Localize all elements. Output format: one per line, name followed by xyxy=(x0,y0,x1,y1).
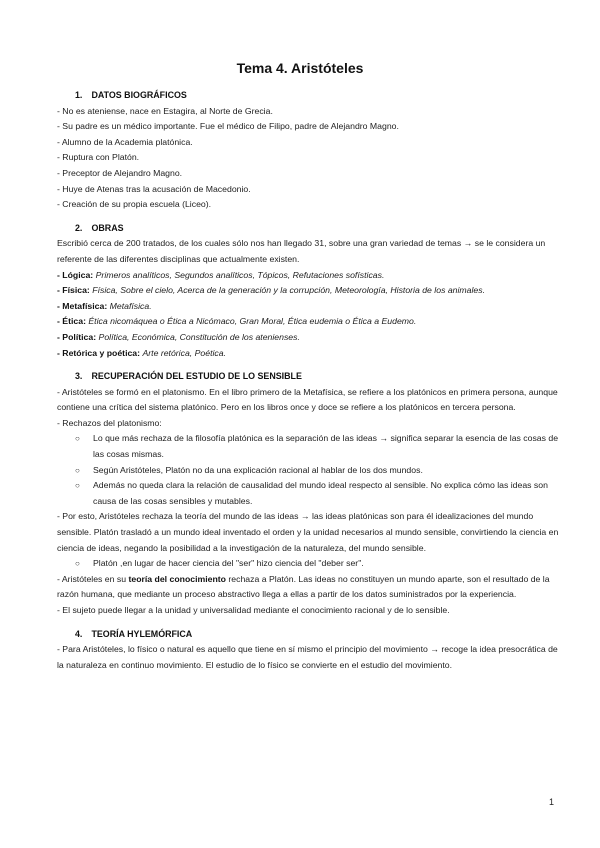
paragraph: - Rechazos del platonismo: xyxy=(57,417,162,428)
work-item: - Lógica: Primeros analíticos, Segundos analíticos, Tópicos, Refutaciones sofísticas. xyxy=(57,269,385,280)
work-item: - Ética: Ética nicomáquea o Ética a Nicómaco, Gran Moral, Ética eudemia o Ética a Eudemo. xyxy=(57,316,417,327)
spacer xyxy=(57,619,559,627)
paragraph: - Por esto, Aristóteles rechaza la teoría del mundo de las ideas → las ideas platónicas son para él idealizaciones del mundo sensible. Platón trasladó a un mundo ideal inventado el orden y la unidad necesarios al mundo sensible, convirtiendo la ciencia en ciencia de ideas, negando la posibilidad a la investigación de la naturaleza, del mundo sensible. xyxy=(57,511,559,553)
page-number: 1 xyxy=(548,797,554,807)
work-item: - Física: Física, Sobre el cielo, Acerca de la generación y la corrupción, Meteorología, Historia de los animales. xyxy=(57,285,486,296)
paragraph: - Para Aristóteles, lo físico o natural es aquello que tiene en sí mismo el principio del movimiento → recoge la idea presocrática de la naturaleza en continuo movimiento. El estudio de lo físico se convierte en el estudio del movimiento. xyxy=(57,644,558,670)
spacer xyxy=(57,213,559,221)
circle-bullet-icon: ○ xyxy=(75,559,80,569)
circle-bullet-icon: ○ xyxy=(75,465,80,475)
work-item: - Retórica y poética: Arte retórica, Poética. xyxy=(57,347,227,358)
bullet-item: ○ Lo que más rechaza de la filosofía platónica es la separación de las ideas → significa separar la esencia de las cosas de las cosas mismas. xyxy=(75,433,559,460)
paragraph: - El sujeto puede llegar a la unidad y universalidad mediante el conocimiento racional y de lo sensible. xyxy=(57,605,450,615)
bullet-item: ○ Además no queda clara la relación de causalidad del mundo ideal respecto al sensible. No explica cómo las ideas son causa de las cosas sensibles y mutables. xyxy=(75,480,548,506)
section-heading-biografia: 1. DATOS BIOGRÁFICOS xyxy=(75,90,187,100)
list-item: - Alumno de la Academia platónica. xyxy=(57,136,193,147)
list-item: - Creación de su propia escuela (Liceo). xyxy=(57,199,212,210)
spacer xyxy=(57,361,559,369)
section-heading-obras: 2. OBRAS xyxy=(75,222,124,233)
paragraph: - Aristóteles se formó en el platonismo. En el libro primero de la Metafísica, se refiere a los platónicos en primera persona, aunque contiene una crítica del sistema platónico. Pero en los libros once y doce se refiere a los platónicos en tercera persona. xyxy=(57,386,558,413)
section-heading-hylemorfica: 4. TEORÍA HYLEMÓRFICA xyxy=(75,628,193,639)
work-item: - Política: Política, Económica, Constitución de los atenienses. xyxy=(57,331,300,342)
document-body xyxy=(57,88,559,673)
paragraph: - Aristóteles en su teoría del conocimiento rechaza a Platón. Las ideas no constituyen un mundo aparte, son el resultado de la razón humana, que mediante un proceso abstractivo llega a ellas a partir de los datos suministrados por la experiencia. xyxy=(57,573,550,600)
section-heading-sensible: 3. RECUPERACIÓN DEL ESTUDIO DE LO SENSIBLE xyxy=(75,371,302,382)
list-item: - No es ateniense, nace en Estagira, al Norte de Grecia. xyxy=(57,105,273,116)
bullet-item: ○ Platón ,en lugar de hacer ciencia del "ser" hizo ciencia del "deber ser". xyxy=(57,556,559,572)
list-item: - Huye de Atenas tras la acusación de Macedonio. xyxy=(57,183,251,194)
work-item: - Metafísica: Metafísica. xyxy=(57,300,152,311)
page-title: Tema 4. Aristóteles xyxy=(236,60,364,76)
bullet-item: ○ Según Aristóteles, Platón no da una explicación racional al hablar de los dos mundos. xyxy=(57,463,559,479)
paragraph: Escribió cerca de 200 tratados, de los cuales sólo nos han llegado 31, sobre una gran variedad de temas → se le considera un referente de las diferentes disciplinas que actualmente existen. xyxy=(57,238,546,264)
list-item: - Preceptor de Alejandro Magno. xyxy=(57,167,183,178)
list-item: - Ruptura con Platón. xyxy=(57,152,140,163)
circle-bullet-icon: ○ xyxy=(75,434,80,444)
list-item: - Su padre es un médico importante. Fue el médico de Filipo, padre de Alejandro Magno. xyxy=(57,121,399,132)
circle-bullet-icon: ○ xyxy=(75,481,80,491)
